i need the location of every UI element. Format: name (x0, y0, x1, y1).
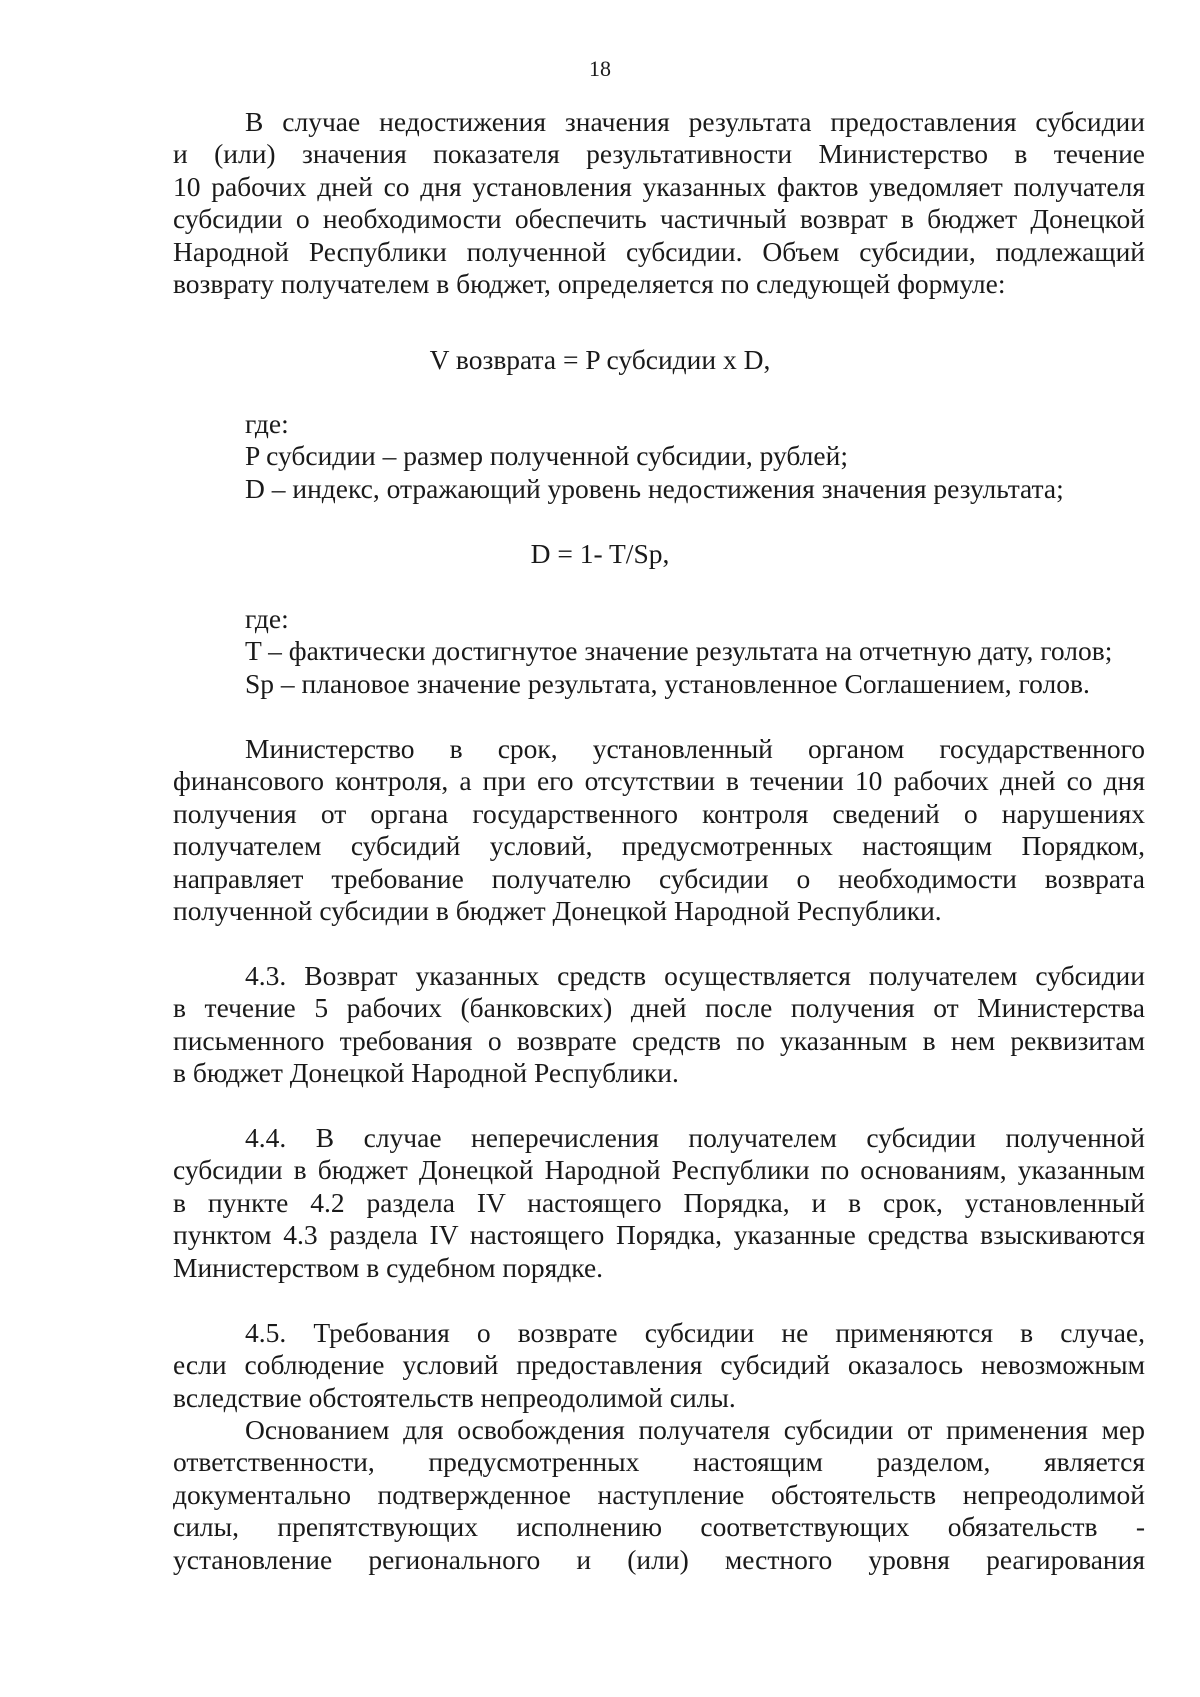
text-line: документально подтвержденное наступление обстоятельств непреодолимой (173, 1478, 1145, 1510)
text-line: направляет требование получателю субсидии о необходимости возврата (173, 862, 1145, 894)
page-number: 18 (589, 56, 611, 81)
text-line: Основанием для освобождения получателя субсидии от применения мер (245, 1414, 1145, 1445)
paragraph-4-5 (173, 1317, 1145, 1414)
text-line: вследствие обстоятельств непреодолимой силы. (173, 1381, 736, 1413)
formula-d-index: D = 1- T/Sp, (530, 538, 670, 569)
where-label: где: (245, 408, 289, 439)
text-line: Народной Республики полученной субсидии. Объем субсидии, подлежащий (173, 235, 1145, 267)
text-line: субсидии о необходимости обеспечить частичный возврат в бюджет Донецкой (173, 203, 1145, 235)
text-line: получателем субсидий условий, предусмотренных настоящим Порядком, (173, 830, 1145, 862)
text-line: 4.3. Возврат указанных средств осуществляется получателем субсидии (245, 960, 1145, 991)
definition-d-index: D – индекс, отражающий уровень недостижения значения результата; (245, 472, 1064, 504)
text-line: силы, препятствующих исполнению соответствующих обязательств - (173, 1511, 1145, 1543)
text-line: установление регионального и (или) местного уровня реагирования (173, 1543, 1145, 1575)
text-line: 4.5. Требования о возврате субсидии не применяются в случае, (245, 1317, 1145, 1348)
text-line: пунктом 4.3 раздела IV настоящего Порядка, указанные средства взыскиваются (173, 1219, 1145, 1251)
text-line: возврату получателем в бюджет, определяется по следующей формуле: (173, 268, 1006, 300)
text-line: письменного требования о возврате средств по указанным в нем реквизитам (173, 1024, 1145, 1056)
text-line: и (или) значения показателя результативности Министерство в течение (173, 138, 1145, 170)
paragraph-4-4 (173, 1122, 1145, 1284)
where-label: где: (245, 603, 289, 634)
text-line: Министерством в судебном порядке. (173, 1251, 604, 1283)
paragraph-4-3 (173, 960, 1145, 1090)
text-line: в пункте 4.2 раздела IV настоящего Порядка, и в срок, установленный (173, 1186, 1145, 1218)
text-line: получения от органа государственного контроля сведений о нарушениях (173, 797, 1145, 829)
paragraph-subsidy-return-intro (173, 106, 1145, 300)
text-line: В случае недостижения значения результата предоставления субсидии (245, 106, 1145, 137)
definition-sp-planned: Sp – плановое значение результата, установленное Соглашением, голов. (245, 667, 1090, 699)
text-line: полученной субсидии в бюджет Донецкой Народной Республики. (173, 895, 942, 927)
text-line: в бюджет Донецкой Народной Республики. (173, 1057, 679, 1089)
formula-return-volume: V возврата = P субсидии x D, (429, 344, 771, 375)
text-line: если соблюдение условий предоставления субсидий оказалось невозможным (173, 1349, 1145, 1381)
text-line: финансового контроля, а при его отсутствии в течении 10 рабочих дней со дня (173, 765, 1145, 797)
text-line: в течение 5 рабочих (банковских) дней после получения от Министерства (173, 992, 1145, 1024)
text-line: субсидии в бюджет Донецкой Народной Республики по основаниям, указанным (173, 1154, 1145, 1186)
text-line: 10 рабочих дней со дня установления указанных фактов уведомляет получателя (173, 170, 1145, 202)
definition-t-actual: T – фактически достигнутое значение результата на отчетную дату, голов; (245, 635, 1113, 667)
paragraph-ministry-demand (173, 733, 1145, 927)
formula-definitions-1 (173, 408, 1145, 505)
text-line: ответственности, предусмотренных настоящим разделом, является (173, 1446, 1145, 1478)
paragraph-force-majeure (173, 1414, 1145, 1576)
text-line: 4.4. В случае неперечисления получателем субсидии полученной (245, 1122, 1145, 1153)
text-line: Министерство в срок, установленный органом государственного (245, 733, 1145, 764)
formula-definitions-2 (173, 603, 1145, 700)
definition-p-subsidy: P субсидии – размер полученной субсидии, рублей; (245, 440, 848, 472)
